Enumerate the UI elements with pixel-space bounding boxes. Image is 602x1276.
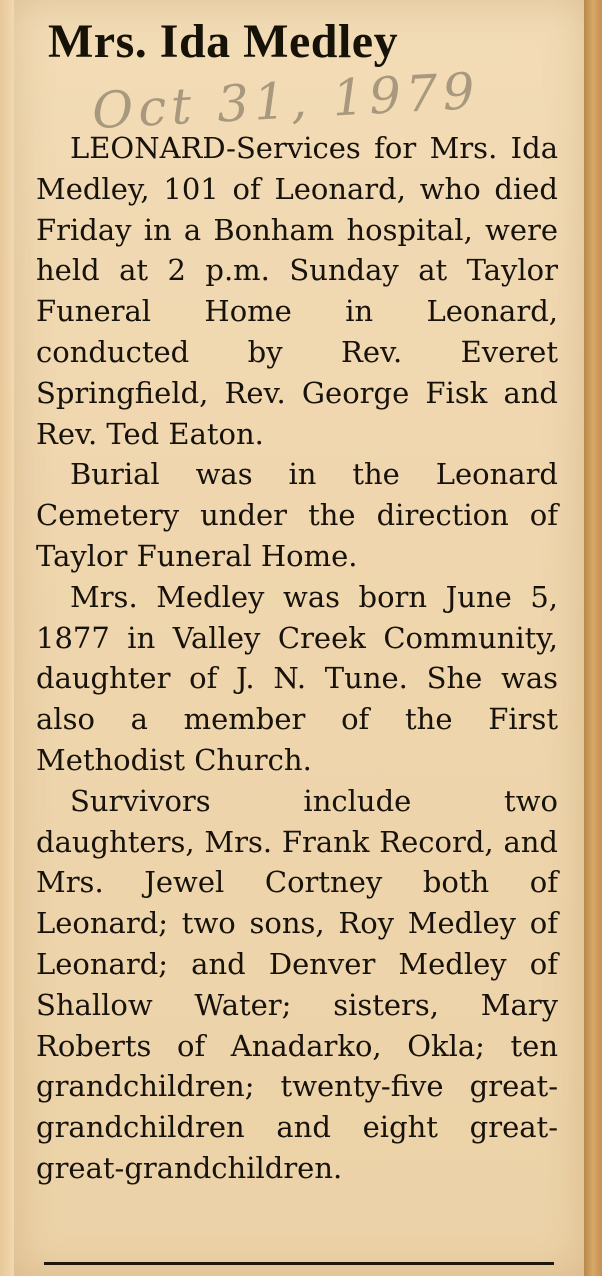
paragraph-birth: Mrs. Medley was born June 5, 1877 in Valley Creek Community, daughter of J. N. Tune. She was also a member of the First Methodist Church. [36, 579, 558, 777]
paragraph-services: LEONARD-Services for Mrs. Ida Medley, 101 of Leonard, who died Friday in a Bonham hospital, were held at 2 p.m. Sunday at Taylor Funeral Home in Leonard, conducted by Rev. Everet Springfield, Rev. George Fisk and Rev. Ted Eaton. [36, 131, 558, 451]
paragraph-survivors: Survivors include two daughters, Mrs. Frank Record, and Mrs. Jewel Cortney both of Leonard; two sons, Roy Medley of Leonard; and Denver Medley of Shallow Water; sisters, Mary Roberts of Anadarko, Okla; ten grandchildren; twenty-five great-grandchildren and eight great-great-grandchildren. [36, 783, 558, 1185]
scan-background-right [584, 0, 602, 1276]
obituary-body [36, 128, 558, 1189]
bottom-divider [44, 1262, 554, 1265]
scan-background-left [0, 0, 14, 1276]
handwritten-date: Oct 31, 1979 [90, 61, 481, 141]
obituary-headline: Mrs. Ida Medley [48, 15, 399, 68]
paragraph-burial: Burial was in the Leonard Cemetery under the direction of Taylor Funeral Home. [36, 457, 558, 573]
